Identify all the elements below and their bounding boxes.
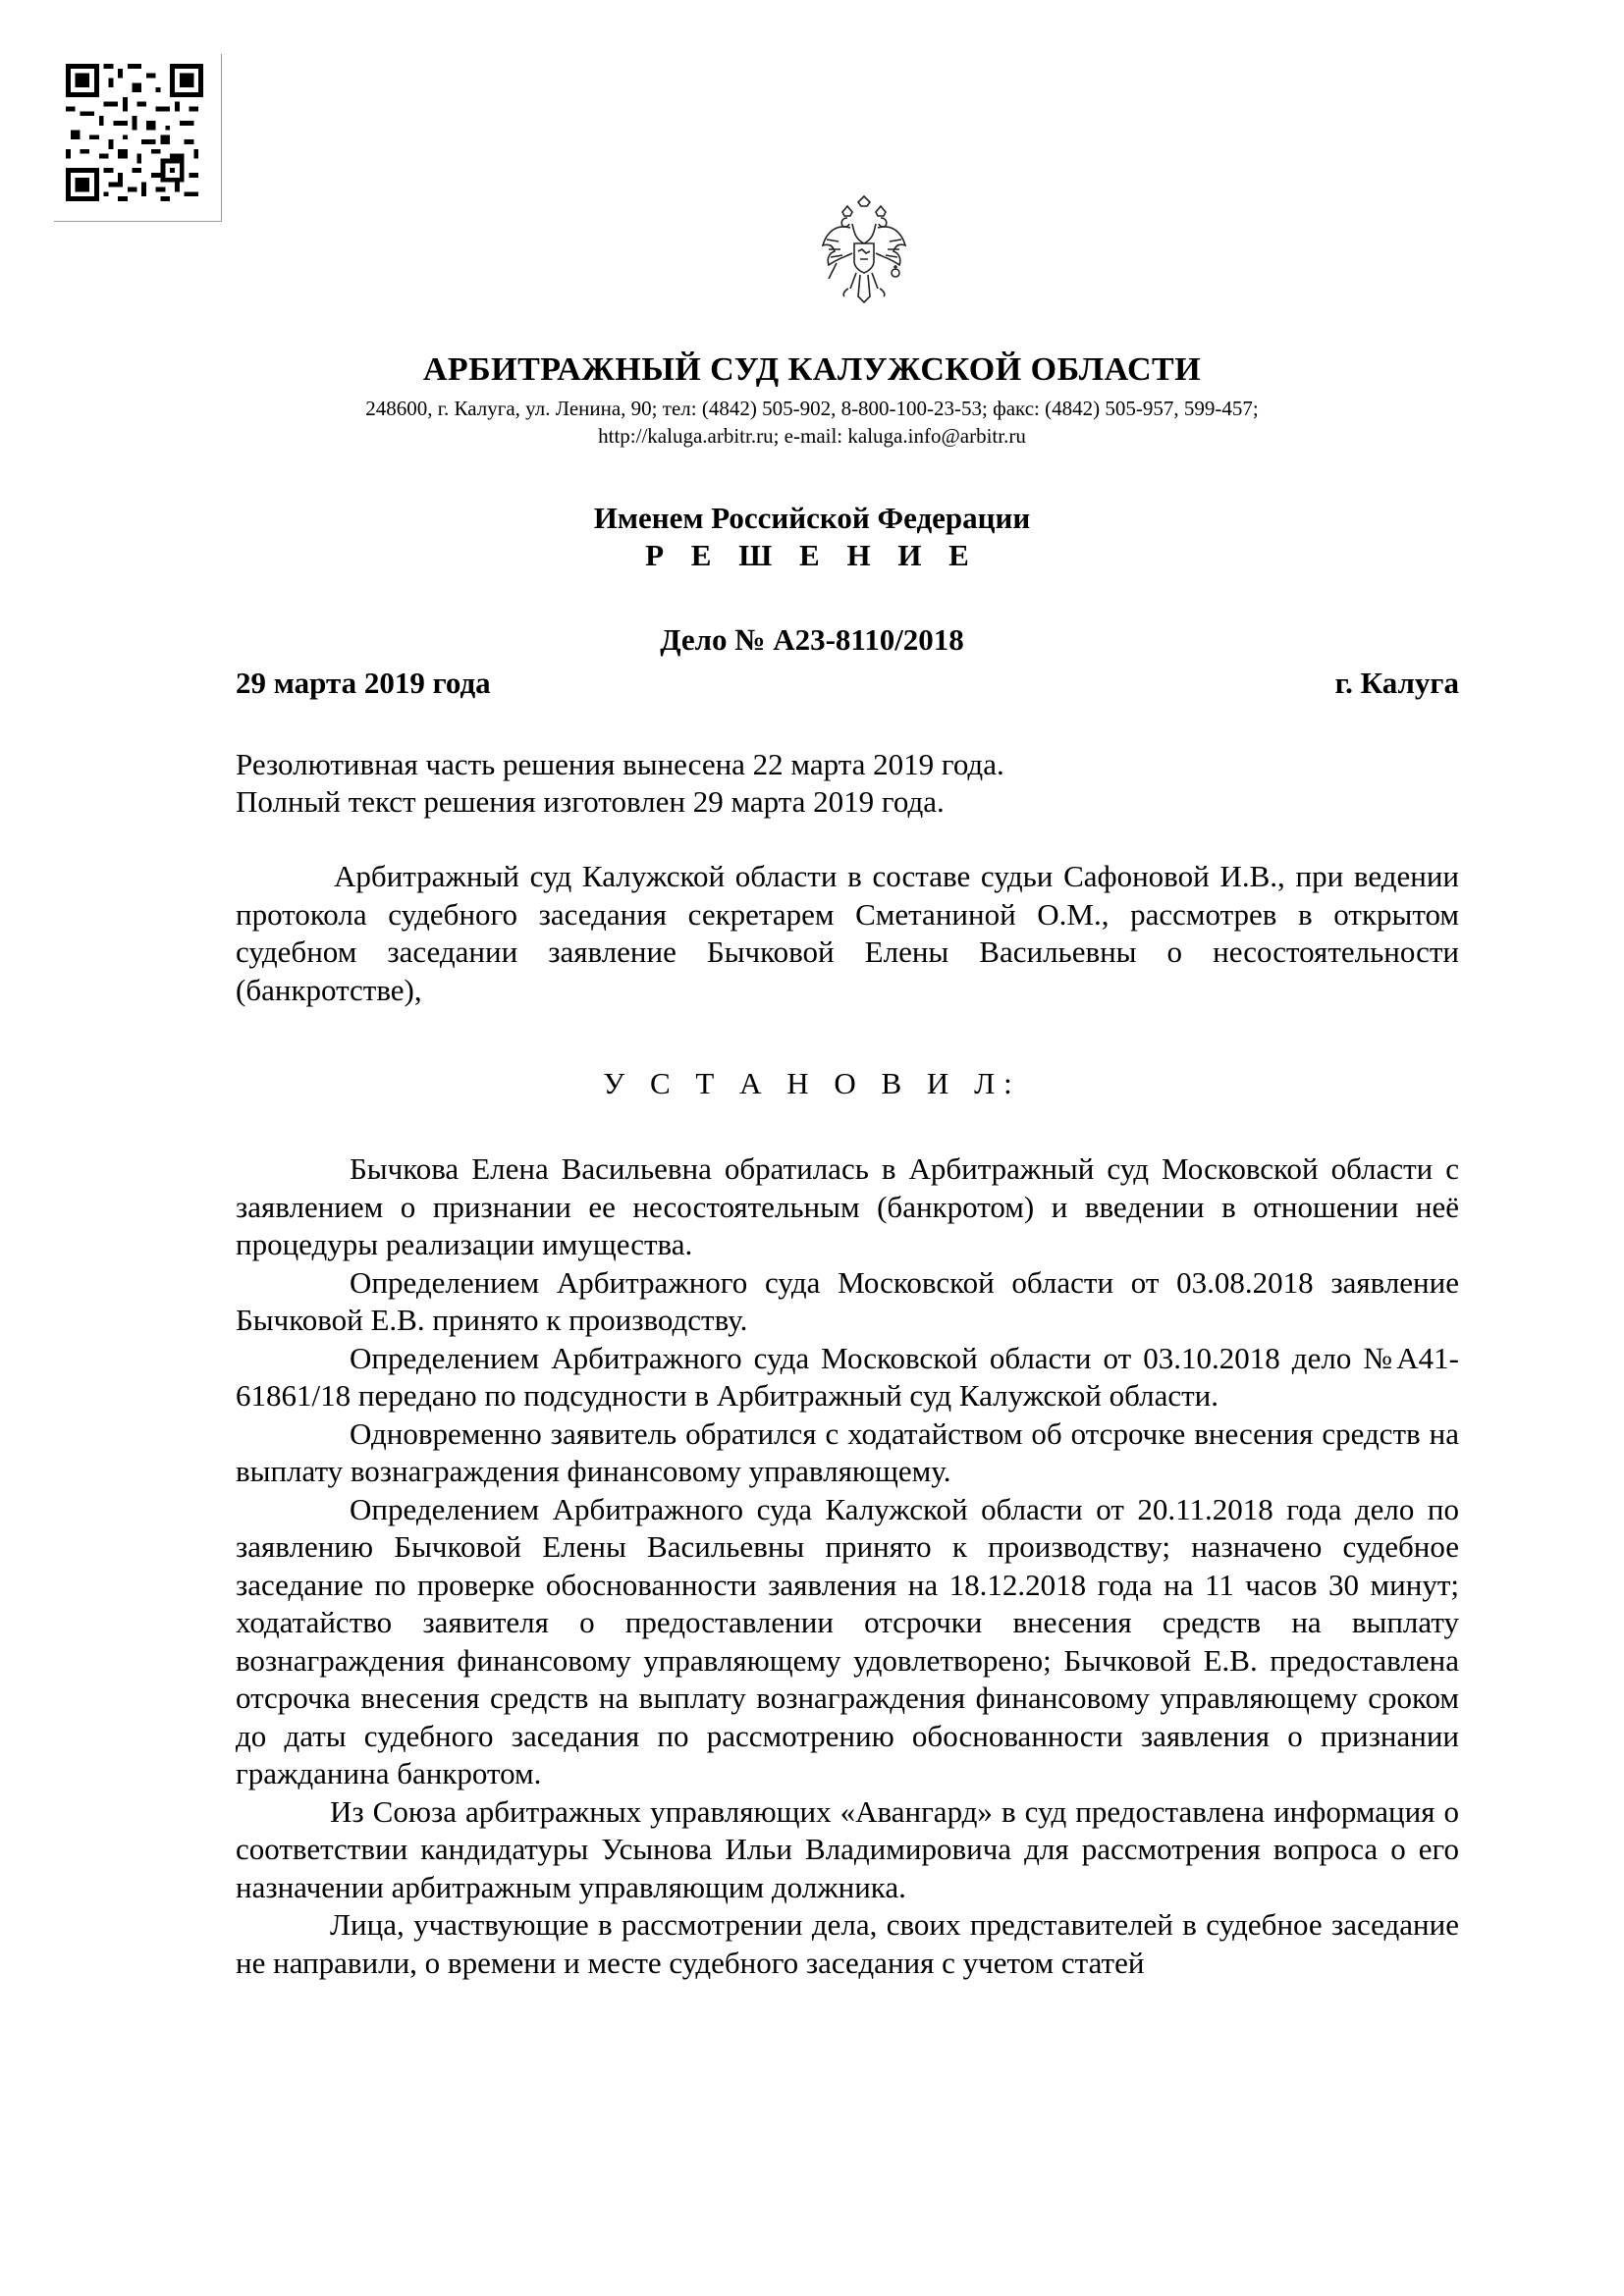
case-number: Дело № А23-8110/2018 [660,622,964,657]
in-the-name-heading: Именем Российской Федерации [593,501,1031,535]
paragraph: Определением Арбитражного суда Московской области от 03.10.2018 дело №А41-61861/18 передано по подсудности в Арбитражный суд Калужской области. [236,1340,1459,1413]
court-name: АРБИТРАЖНЫЙ СУД КАЛУЖСКОЙ ОБЛАСТИ [422,351,1202,388]
decision-city: г. Калуга [1334,666,1459,700]
qr-code-icon [66,64,203,201]
decision-title: Р Е Ш Е Н И Е [645,538,979,572]
paragraph: Лица, участвующие в рассмотрении дела, своих представителей в судебное заседание не направили, о времени и месте судебного заседания с учетом статей [236,1907,1459,1980]
body-section [236,1150,1459,1982]
qr-code [54,54,226,226]
operative-part-date: Резолютивная часть решения вынесена 22 марта 2019 года. [236,747,1004,781]
coat-of-arms-icon [815,194,913,312]
intro-paragraph: Арбитражный суд Калужской области в составе судьи Сафоновой И.В., при ведении протокола судебного заседания секретарем Сметаниной О.М., рассмотрев в открытом судебном заседании заявление Бычковой Елены Васильевны о несостоятельности (банкротстве), [236,859,1459,1007]
full-text-date: Полный текст решения изготовлен 29 марта 2019 года. [236,784,945,819]
paragraph: Определением Арбитражного суда Московской области от 03.08.2018 заявление Бычковой Е.В. принято к производству. [236,1264,1459,1337]
paragraph: Одновременно заявитель обратился с ходатайством об отсрочке внесения средств на выплату вознаграждения финансовому управляющему. [236,1415,1459,1488]
paragraph: Из Союза арбитражных управляющих «Авангард» в суд предоставлена информация о соответствии кандидатуры Усынова Ильи Владимировича для рассмотрения вопроса о его назначении арбитражным управляющим должника. [236,1793,1459,1904]
court-address: 248600, г. Калуга, ул. Ленина, 90; тел: (4842) 505-902, 8-800-100-23-53; факс: (4842) 505-957, 599-457; [365,397,1259,420]
section-title: У С Т А Н О В И Л: [603,1066,1021,1100]
intro-section [236,858,1459,1009]
court-contacts: http://kaluga.arbitr.ru; e-mail: kaluga.info@arbitr.ru [598,424,1026,448]
paragraph: Бычкова Елена Васильевна обратилась в Арбитражный суд Московской области с заявлением о признании ее несостоятельным (банкротом) и введении в отношении неё процедуры реализации имущества. [236,1151,1459,1261]
decision-date: 29 марта 2019 года [236,666,491,700]
paragraph: Определением Арбитражного суда Калужской области от 20.11.2018 года дело по заявлению Бычковой Елены Васильевны принято к производству; назначено судебное заседание по проверке обоснованности заявления на 18.12.2018 года на 11 часов 30 минут; ходатайство заявителя о предоставлении отсрочки внесения средств на выплату вознаграждения финансовому управляющему удовлетворено; Бычковой Е.В. предоставлена отсрочка внесения средств на выплату вознаграждения финансовому управляющему сроком до даты судебного заседания по рассмотрению обоснованности заявления о признании гражданина банкротом. [236,1491,1459,1790]
